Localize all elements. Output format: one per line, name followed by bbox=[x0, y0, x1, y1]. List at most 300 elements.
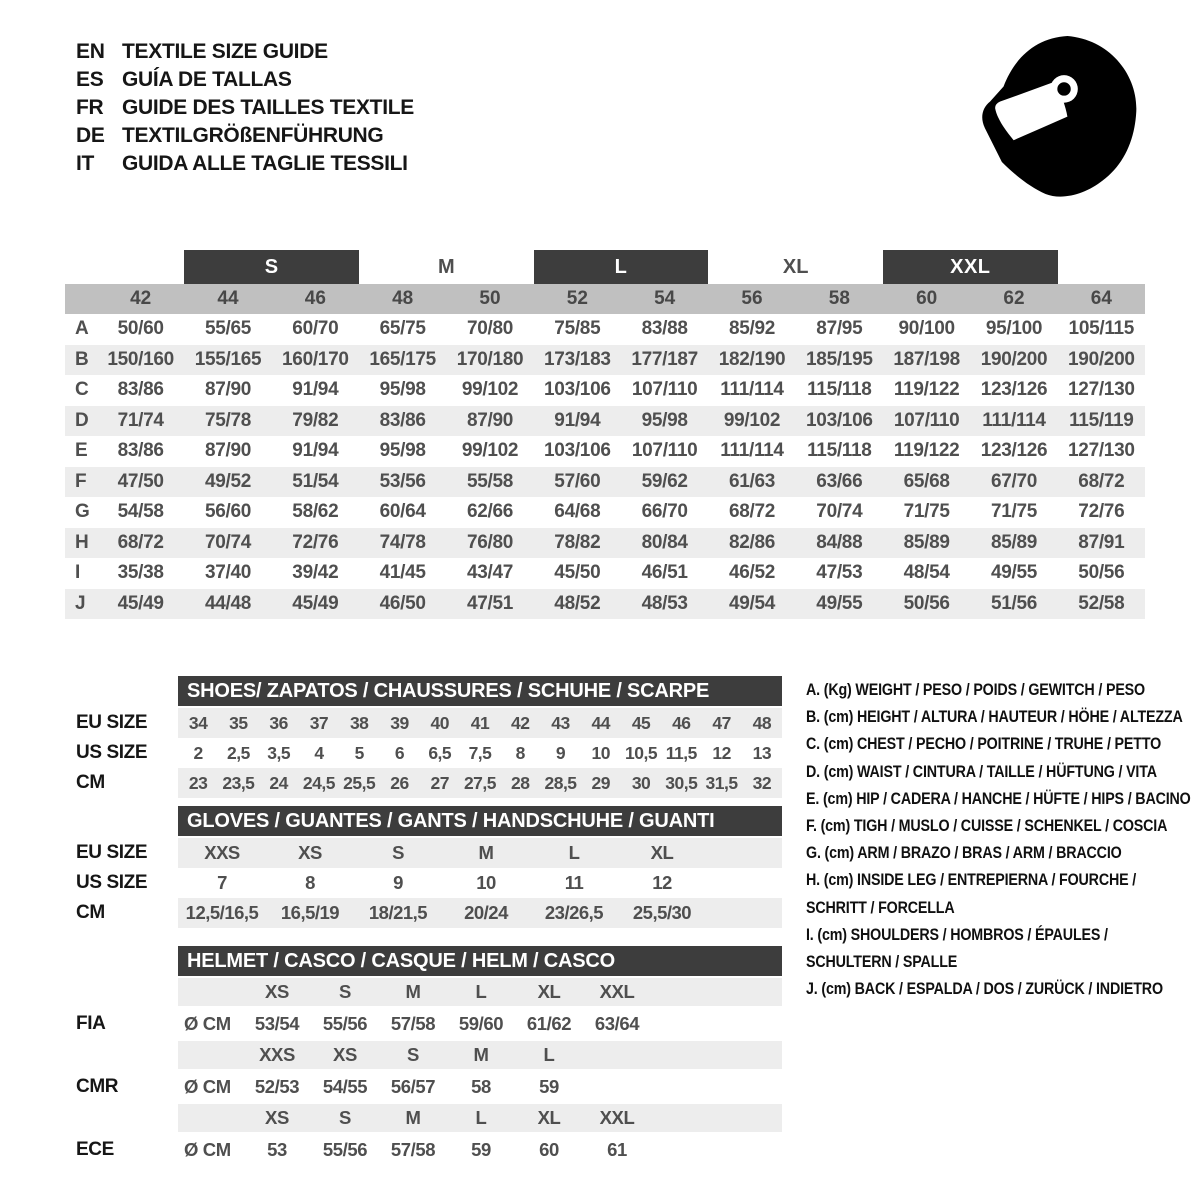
size-value-cell: 46 bbox=[672, 712, 691, 733]
size-value-cell: 12,5/16,5 bbox=[185, 902, 259, 923]
size-value-cell: 50/56 bbox=[1078, 562, 1125, 584]
size-value-cell: 84/88 bbox=[816, 531, 863, 553]
size-value-cell: 48/52 bbox=[554, 592, 601, 614]
size-value-cell: 28 bbox=[511, 772, 530, 793]
size-value-cell: 99/102 bbox=[723, 409, 781, 431]
helmet-size-header-row bbox=[76, 1104, 792, 1132]
helmet-standard-label: CMR bbox=[76, 1075, 119, 1097]
letter-size-header: S bbox=[184, 250, 359, 284]
helmet-standard-label: FIA bbox=[76, 1012, 106, 1034]
size-value-cell: 59 bbox=[471, 1138, 491, 1160]
size-value-cell: 95/98 bbox=[641, 409, 688, 431]
size-value-cell: 78/82 bbox=[554, 531, 601, 553]
size-value-cell: 123/126 bbox=[980, 379, 1048, 401]
size-value-cell: 35/38 bbox=[117, 562, 164, 584]
numeric-size-cell: 62 bbox=[1003, 288, 1025, 309]
size-value-cell: 182/190 bbox=[718, 348, 786, 370]
size-value-cell: 111/114 bbox=[982, 409, 1046, 431]
size-value-cell: 5 bbox=[354, 742, 364, 763]
size-value-cell: 24,5 bbox=[302, 772, 335, 793]
size-value-cell: 67/70 bbox=[990, 470, 1038, 492]
row-header-label: EU SIZE bbox=[76, 712, 148, 733]
size-value-cell: 119/122 bbox=[893, 440, 960, 462]
size-value-cell: 80/84 bbox=[641, 531, 688, 553]
size-value-cell: 187/198 bbox=[893, 348, 960, 370]
helmet-size-label: XL bbox=[537, 1107, 561, 1128]
size-value-cell: 43 bbox=[551, 712, 570, 733]
row-header-label: US SIZE bbox=[76, 742, 148, 763]
size-value-cell: 28,5 bbox=[544, 772, 577, 793]
measurement-row bbox=[65, 375, 1145, 406]
helmet-table-title: HELMET / CASCO / CASQUE / HELM / CASCO bbox=[178, 946, 782, 976]
helmet-size-label: XS bbox=[333, 1044, 357, 1065]
size-value-cell: 105/115 bbox=[1068, 318, 1135, 340]
size-value-cell: 12 bbox=[652, 872, 672, 893]
size-value-cell: 57/60 bbox=[554, 470, 601, 492]
size-value-cell: 75/78 bbox=[204, 409, 252, 431]
helmet-size-label: L bbox=[475, 981, 487, 1002]
size-value-cell: 43/47 bbox=[466, 562, 514, 584]
size-value-cell: 36 bbox=[269, 712, 288, 733]
size-value-cell: M bbox=[478, 842, 494, 863]
language-title: GUIDA ALLE TAGLIE TESSILI bbox=[122, 152, 408, 175]
helmet-size-header-row bbox=[76, 1041, 792, 1069]
size-value-cell: 56/57 bbox=[390, 1075, 436, 1097]
size-value-cell: 59 bbox=[539, 1075, 559, 1097]
size-value-cell: 60/70 bbox=[292, 318, 339, 340]
size-value-cell: 6,5 bbox=[428, 742, 452, 763]
size-value-cell: 61/62 bbox=[526, 1012, 572, 1034]
size-value-cell: 46/51 bbox=[641, 562, 688, 584]
measurement-row bbox=[65, 314, 1145, 345]
size-value-cell: 48/53 bbox=[641, 592, 688, 614]
size-value-cell: 75/85 bbox=[554, 318, 601, 340]
size-value-cell: 47 bbox=[712, 712, 731, 733]
helmet-size-label: XXS bbox=[259, 1044, 295, 1065]
measurement-row bbox=[65, 345, 1145, 376]
helmet-size-label: XL bbox=[537, 981, 561, 1002]
size-value-cell: 127/130 bbox=[1068, 379, 1135, 401]
size-value-cell: 37 bbox=[309, 712, 329, 733]
size-value-cell: 53/56 bbox=[379, 470, 426, 492]
size-value-cell: 65/68 bbox=[903, 470, 950, 492]
size-value-cell: 55/56 bbox=[322, 1138, 368, 1160]
size-value-cell: 68/72 bbox=[728, 501, 776, 523]
size-value-cell: 66/70 bbox=[641, 501, 688, 523]
legend-item: C. (cm) CHEST / PECHO / POITRINE / TRUHE / PETTO bbox=[806, 734, 1162, 754]
helmet-size-label: S bbox=[339, 1107, 351, 1128]
size-cells bbox=[178, 768, 782, 798]
size-value-cell: 83/86 bbox=[379, 409, 426, 431]
row-header-label: CM bbox=[76, 772, 105, 793]
language-entry bbox=[76, 94, 414, 122]
size-cells bbox=[178, 898, 782, 928]
size-value-cell: 49/55 bbox=[990, 562, 1038, 584]
size-value-cell: 165/175 bbox=[369, 348, 436, 370]
size-value-cell: 76/80 bbox=[466, 531, 514, 553]
size-value-cell: 25,5/30 bbox=[632, 902, 692, 923]
size-value-cell: 190/200 bbox=[980, 348, 1048, 370]
size-value-cell: 10 bbox=[476, 872, 496, 893]
size-value-cell: 190/200 bbox=[1068, 348, 1135, 370]
size-value-cell: 56/60 bbox=[204, 501, 252, 523]
size-value-cell: 107/110 bbox=[631, 379, 698, 401]
size-value-cell: 83/86 bbox=[117, 379, 164, 401]
measurement-row bbox=[65, 467, 1145, 498]
size-value-cell: 127/130 bbox=[1068, 440, 1135, 462]
size-value-cell: 50/56 bbox=[903, 592, 950, 614]
legend-item: SCHRITT / FORCELLA bbox=[806, 897, 955, 917]
size-value-cell: 59/60 bbox=[458, 1012, 504, 1034]
size-value-cell: 71/75 bbox=[990, 501, 1038, 523]
size-value-cell: 99/102 bbox=[461, 440, 519, 462]
size-value-cell: 62/66 bbox=[466, 501, 514, 523]
size-cells bbox=[178, 868, 782, 898]
size-value-cell: 12 bbox=[712, 742, 731, 763]
size-row bbox=[76, 868, 792, 898]
gloves-size-table bbox=[76, 806, 792, 928]
size-value-cell: 7 bbox=[217, 872, 227, 893]
size-value-cell: 160/170 bbox=[282, 348, 349, 370]
legend-item: B. (cm) HEIGHT / ALTURA / HAUTEUR / HÖHE / ALTEZZA bbox=[806, 707, 1183, 727]
size-value-cell: 53 bbox=[267, 1138, 287, 1160]
size-row bbox=[76, 708, 792, 738]
language-code: IT bbox=[76, 152, 95, 175]
diameter-unit-label: Ø CM bbox=[184, 1075, 231, 1097]
size-value-cell: 91/94 bbox=[554, 409, 601, 431]
size-value-cell: 87/95 bbox=[816, 318, 863, 340]
size-value-cell: 23,5 bbox=[222, 772, 255, 793]
numeric-size-cell: 64 bbox=[1090, 288, 1112, 309]
size-value-cell: 48 bbox=[752, 712, 772, 733]
size-value-cell: 23/26,5 bbox=[544, 902, 604, 923]
shoes-size-table bbox=[76, 676, 792, 798]
numeric-size-cell: 58 bbox=[828, 288, 850, 309]
helmet-size-label: M bbox=[405, 1107, 421, 1128]
size-value-cell: 79/82 bbox=[292, 409, 339, 431]
helmet-size-label: M bbox=[405, 981, 421, 1002]
legend-item: H. (cm) INSIDE LEG / ENTREPIERNA / FOURCHE / bbox=[806, 870, 1137, 890]
size-value-cell: 111/114 bbox=[720, 379, 784, 401]
size-value-cell: 72/76 bbox=[1078, 501, 1125, 523]
size-value-cell: 70/74 bbox=[816, 501, 863, 523]
size-value-cell: 68/72 bbox=[1078, 470, 1125, 492]
size-value-cell: 50/60 bbox=[117, 318, 164, 340]
row-header-label: CM bbox=[76, 902, 105, 923]
measurement-row bbox=[65, 406, 1145, 437]
size-value-cell: 6 bbox=[394, 742, 405, 763]
size-value-cell: 111/114 bbox=[720, 440, 784, 462]
size-value-cell: XS bbox=[298, 842, 322, 863]
size-value-cell: 31,5 bbox=[705, 772, 738, 793]
helmet-size-header-row bbox=[76, 978, 792, 1006]
row-label: D bbox=[75, 409, 89, 431]
size-value-cell: 115/119 bbox=[1069, 409, 1134, 431]
size-value-cell: 170/180 bbox=[456, 348, 524, 370]
helmet-size-label: L bbox=[475, 1107, 487, 1128]
size-value-cell: 57/58 bbox=[390, 1012, 436, 1034]
size-value-cell: 2 bbox=[193, 742, 203, 763]
size-cells bbox=[178, 708, 782, 738]
size-value-cell: 85/92 bbox=[728, 318, 776, 340]
legend-item: D. (cm) WAIST / CINTURA / TAILLE / HÜFTUNG / VITA bbox=[806, 761, 1157, 781]
size-cells bbox=[178, 1069, 782, 1104]
size-value-cell: 123/126 bbox=[980, 440, 1048, 462]
helmet-size-label: XXL bbox=[599, 981, 635, 1002]
size-value-cell: 34 bbox=[188, 712, 208, 733]
size-value-cell: 87/90 bbox=[466, 409, 514, 431]
helmet-size-label: S bbox=[407, 1044, 419, 1065]
size-value-cell: 25,5 bbox=[343, 772, 376, 793]
size-row bbox=[76, 738, 792, 768]
legend-item: F. (cm) TIGH / MUSLO / CUISSE / SCHENKEL / COSCIA bbox=[806, 816, 1168, 836]
size-value-cell: 107/110 bbox=[893, 409, 960, 431]
size-value-cell: 58/62 bbox=[292, 501, 339, 523]
size-value-cell: 46/52 bbox=[728, 562, 776, 584]
size-value-cell: 29 bbox=[591, 772, 611, 793]
size-value-cell: 27 bbox=[430, 772, 449, 793]
size-value-cell: 55/56 bbox=[322, 1012, 368, 1034]
numeric-size-cell: 44 bbox=[217, 288, 239, 309]
row-label: B bbox=[75, 348, 89, 370]
size-value-cell: 51/54 bbox=[292, 470, 339, 492]
size-value-cell: 35 bbox=[229, 712, 248, 733]
size-value-cell: 9 bbox=[393, 872, 403, 893]
size-value-cell: 59/62 bbox=[641, 470, 688, 492]
size-value-cell: 185/195 bbox=[806, 348, 873, 370]
measurement-row bbox=[65, 589, 1145, 620]
size-row bbox=[76, 768, 792, 798]
size-value-cell: 103/106 bbox=[806, 409, 873, 431]
size-value-cell: 26 bbox=[390, 772, 409, 793]
size-value-cell: 7,5 bbox=[468, 742, 492, 763]
size-value-cell: 115/118 bbox=[807, 379, 872, 401]
measurement-row bbox=[65, 497, 1145, 528]
size-value-cell: 52/53 bbox=[254, 1075, 300, 1097]
language-title: TEXTILGRÖßENFÜHRUNG bbox=[122, 124, 384, 147]
size-value-cell: 41/45 bbox=[379, 562, 426, 584]
size-value-cell: 38 bbox=[349, 712, 369, 733]
size-value-cell: 95/100 bbox=[985, 318, 1043, 340]
size-value-cell: L bbox=[568, 842, 580, 863]
textile-size-table bbox=[65, 250, 1145, 619]
size-value-cell: 70/80 bbox=[466, 318, 514, 340]
size-value-cell: 13 bbox=[752, 742, 772, 763]
helmet-value-row bbox=[76, 1006, 792, 1041]
letter-size-header: L bbox=[534, 250, 709, 284]
language-entry bbox=[76, 66, 414, 94]
row-label: E bbox=[75, 440, 88, 462]
numeric-size-cell: 46 bbox=[304, 288, 326, 309]
helmet-size-label: XS bbox=[265, 981, 289, 1002]
size-value-cell: 30,5 bbox=[665, 772, 698, 793]
size-row bbox=[76, 838, 792, 868]
size-value-cell: 60/64 bbox=[379, 501, 426, 523]
size-value-cell: 68/72 bbox=[117, 531, 164, 553]
size-value-cell: 2,5 bbox=[226, 742, 250, 763]
size-value-cell: 63/64 bbox=[594, 1012, 640, 1034]
size-value-cell: 47/50 bbox=[117, 470, 164, 492]
size-value-cell: 71/75 bbox=[903, 501, 950, 523]
size-value-cell: 24 bbox=[269, 772, 288, 793]
legend-item: G. (cm) ARM / BRAZO / BRAS / ARM / BRACCIO bbox=[806, 843, 1122, 863]
helmet-size-label: XXL bbox=[599, 1107, 635, 1128]
size-value-cell: XXS bbox=[204, 842, 240, 863]
row-label: I bbox=[75, 562, 80, 584]
size-value-cell: 39/42 bbox=[292, 562, 339, 584]
row-label: H bbox=[75, 531, 89, 553]
size-value-cell: S bbox=[392, 842, 404, 863]
diameter-unit-label: Ø CM bbox=[184, 1012, 231, 1034]
legend-item: J. (cm) BACK / ESPALDA / DOS / ZURÜCK / INDIETRO bbox=[806, 979, 1163, 999]
size-value-cell: 70/74 bbox=[204, 531, 252, 553]
size-value-cell: 47/51 bbox=[466, 592, 514, 614]
language-code: DE bbox=[76, 124, 105, 147]
size-row bbox=[76, 898, 792, 928]
size-value-cell: 71/74 bbox=[117, 409, 164, 431]
size-value-cell: 39 bbox=[390, 712, 409, 733]
language-entry bbox=[76, 150, 414, 178]
size-value-cell: 44/48 bbox=[204, 592, 252, 614]
helmet-value-row bbox=[76, 1132, 792, 1167]
gloves-table-title: GLOVES / GUANTES / GANTS / HANDSCHUHE / GUANTI bbox=[178, 806, 782, 836]
size-value-cell: 11,5 bbox=[665, 742, 697, 763]
size-value-cell: 115/118 bbox=[807, 440, 872, 462]
size-value-cell: 57/58 bbox=[390, 1138, 436, 1160]
size-value-cell: 49/52 bbox=[204, 470, 252, 492]
size-value-cell: 45/49 bbox=[117, 592, 164, 614]
size-cells bbox=[178, 838, 782, 868]
size-value-cell: 49/54 bbox=[728, 592, 776, 614]
size-value-cell: 45/50 bbox=[554, 562, 601, 584]
size-value-cell: XL bbox=[650, 842, 674, 863]
size-value-cell: 37/40 bbox=[204, 562, 252, 584]
size-value-cell: 10 bbox=[591, 742, 611, 763]
row-header-label: EU SIZE bbox=[76, 842, 148, 863]
legend-item: SCHULTERN / SPALLE bbox=[806, 952, 958, 972]
numeric-size-cell: 56 bbox=[741, 288, 763, 309]
helmet-size-label: S bbox=[339, 981, 351, 1002]
size-value-cell: 46/50 bbox=[379, 592, 426, 614]
size-value-cell: 8 bbox=[305, 872, 315, 893]
size-value-cell: 20/24 bbox=[464, 902, 508, 923]
size-value-cell: 60 bbox=[539, 1138, 559, 1160]
size-value-cell: 107/110 bbox=[631, 440, 698, 462]
size-value-cell: 4 bbox=[314, 742, 324, 763]
size-value-cell: 32 bbox=[752, 772, 772, 793]
row-label: F bbox=[75, 470, 87, 492]
size-cells bbox=[178, 738, 782, 768]
size-value-cell: 10,5 bbox=[625, 742, 658, 763]
size-value-cell: 52/58 bbox=[1078, 592, 1125, 614]
measurement-legend bbox=[806, 676, 1196, 1002]
size-value-cell: 87/90 bbox=[204, 379, 252, 401]
size-value-cell: 47/53 bbox=[816, 562, 863, 584]
size-value-cell: 74/78 bbox=[379, 531, 426, 553]
size-value-cell: 44 bbox=[591, 712, 611, 733]
row-label: A bbox=[75, 318, 89, 340]
size-value-cell: 155/165 bbox=[194, 348, 262, 370]
language-title-list bbox=[76, 38, 414, 178]
size-value-cell: 30 bbox=[631, 772, 651, 793]
size-cells bbox=[178, 978, 782, 1006]
row-label: C bbox=[75, 379, 89, 401]
measurement-row bbox=[65, 436, 1145, 467]
language-code: ES bbox=[76, 68, 104, 91]
legend-item: I. (cm) SHOULDERS / HOMBROS / ÉPAULES / bbox=[806, 924, 1108, 944]
helmet-size-table bbox=[76, 946, 792, 1167]
row-label: G bbox=[75, 501, 90, 523]
helmet-size-label: M bbox=[473, 1044, 489, 1065]
size-value-cell: 95/98 bbox=[379, 440, 426, 462]
size-cells bbox=[178, 1132, 782, 1167]
size-value-cell: 61/63 bbox=[728, 470, 776, 492]
size-value-cell: 87/90 bbox=[204, 440, 252, 462]
size-value-cell: 49/55 bbox=[816, 592, 863, 614]
size-value-cell: 177/187 bbox=[631, 348, 698, 370]
size-value-cell: 3,5 bbox=[267, 742, 291, 763]
size-value-cell: 9 bbox=[555, 742, 566, 763]
size-value-cell: 103/106 bbox=[544, 379, 611, 401]
size-value-cell: 53/54 bbox=[254, 1012, 300, 1034]
language-title: GUIDE DES TAILLES TEXTILE bbox=[122, 96, 414, 119]
row-header-label: US SIZE bbox=[76, 872, 148, 893]
numeric-size-cell: 54 bbox=[654, 288, 676, 309]
size-value-cell: 55/65 bbox=[204, 318, 252, 340]
size-value-cell: 41 bbox=[470, 712, 490, 733]
letter-size-header: XL bbox=[782, 255, 809, 278]
size-value-cell: 27,5 bbox=[463, 772, 497, 793]
legend-item: E. (cm) HIP / CADERA / HANCHE / HÜFTE / HIPS / BACINO bbox=[806, 788, 1191, 808]
size-value-cell: 83/86 bbox=[117, 440, 164, 462]
numeric-size-cell: 52 bbox=[566, 288, 588, 309]
size-value-cell: 95/98 bbox=[379, 379, 426, 401]
size-value-cell: 45/49 bbox=[292, 592, 339, 614]
size-value-cell: 54/58 bbox=[117, 501, 164, 523]
size-value-cell: 48/54 bbox=[903, 562, 950, 584]
size-value-cell: 51/56 bbox=[990, 592, 1038, 614]
size-value-cell: 173/183 bbox=[544, 348, 611, 370]
size-value-cell: 58 bbox=[471, 1075, 491, 1097]
size-cells bbox=[178, 1041, 782, 1069]
size-value-cell: 83/88 bbox=[641, 318, 688, 340]
size-value-cell: 8 bbox=[515, 742, 525, 763]
racing-helmet-icon bbox=[975, 28, 1143, 202]
language-entry bbox=[76, 38, 414, 66]
numeric-size-cell: 60 bbox=[916, 288, 938, 309]
size-value-cell: 85/89 bbox=[903, 531, 950, 553]
size-value-cell: 99/102 bbox=[461, 379, 519, 401]
size-value-cell: 82/86 bbox=[728, 531, 776, 553]
size-value-cell: 91/94 bbox=[292, 379, 339, 401]
size-value-cell: 54/55 bbox=[322, 1075, 368, 1097]
helmet-value-row bbox=[76, 1069, 792, 1104]
size-cells bbox=[178, 1104, 782, 1132]
size-value-cell: 42 bbox=[511, 712, 530, 733]
diameter-unit-label: Ø CM bbox=[184, 1138, 231, 1160]
row-label: J bbox=[75, 592, 86, 614]
language-entry bbox=[76, 122, 414, 150]
size-value-cell: 11 bbox=[564, 872, 584, 893]
size-value-cell: 45 bbox=[631, 712, 651, 733]
size-value-cell: 63/66 bbox=[816, 470, 863, 492]
helmet-standard-label: ECE bbox=[76, 1138, 114, 1160]
shoes-table-title: SHOES/ ZAPATOS / CHAUSSURES / SCHUHE / SCARPE bbox=[178, 676, 782, 706]
letter-size-header: M bbox=[437, 255, 455, 278]
language-title: TEXTILE SIZE GUIDE bbox=[122, 40, 328, 63]
helmet-size-label: XS bbox=[265, 1107, 289, 1128]
numeric-size-cell: 50 bbox=[479, 288, 501, 309]
